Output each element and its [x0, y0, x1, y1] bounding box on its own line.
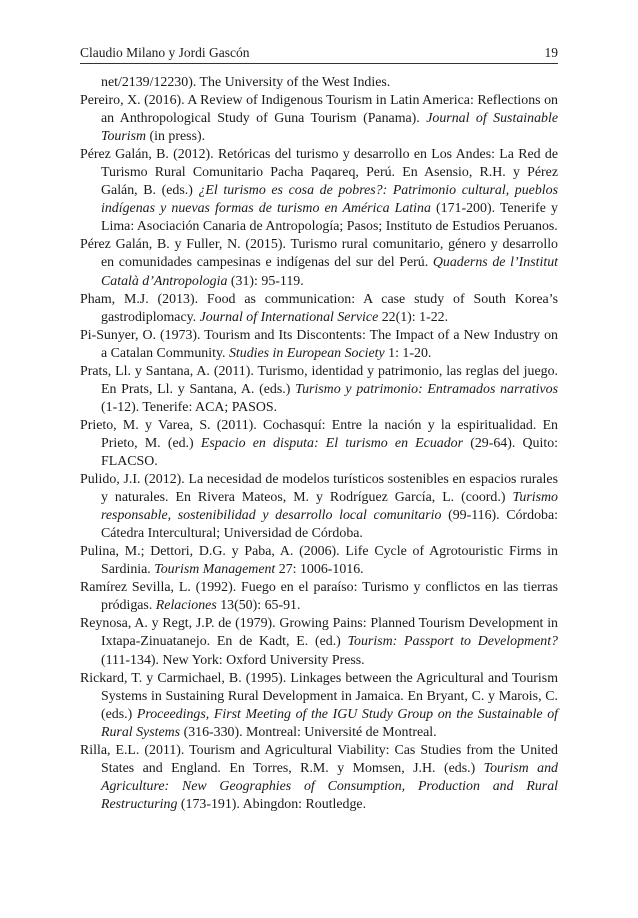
reference-entry	[80, 291, 558, 327]
reference-entry	[80, 615, 558, 669]
reference-text: Prieto, M. y Varea, S. (2011). Cochasquí: Entre la nación y la espiritualidad. En Prieto, M. (ed.)	[80, 417, 558, 451]
reference-title-italic: Turismo y patrimonio: Entramados narrativos	[295, 381, 558, 397]
reference-text: (173-191). Abingdon: Routledge.	[177, 796, 367, 812]
reference-entry	[80, 236, 558, 290]
running-header	[80, 43, 558, 63]
reference-text: 13(50): 65-91.	[216, 598, 301, 614]
reference-text: (1-12). Tenerife: ACA; PASOS.	[101, 399, 278, 415]
reference-title-italic: Proceedings, First Meeting of the IGU Study Group on the Sustainable of Rural Systems	[101, 706, 559, 740]
reference-text: Prats, Ll. y Santana, A. (2011). Turismo, identidad y patrimonio, las reglas del juego. En Prats, Ll. y Santana, A. (eds.)	[80, 363, 558, 397]
reference-text: Pérez Galán, B. y Fuller, N. (2015). Turismo rural comunitario, género y desarrollo en comunidades campesinas e indígenas del sur del Perú.	[80, 237, 558, 271]
reference-title-italic: Espacio en disputa: El turismo en Ecuador	[200, 435, 464, 451]
reference-list	[80, 74, 558, 814]
reference-entry	[80, 92, 558, 146]
reference-text: Pi-Sunyer, O. (1973). Tourism and Its Discontents: The Impact of a New Industry on a Catalan Community.	[80, 327, 558, 361]
reference-text: Pérez Galán, B. (2012). Retóricas del turismo y desarrollo en Los Andes: La Red de Turismo Rural Comunitario Pacha Paqareq, Perú. En Asensio, R.H. y Pérez Galán, B. (eds.)	[80, 147, 558, 199]
reference-text: Pulina, M.; Dettori, D.G. y Paba, A. (2006). Life Cycle of Agrotouristic Firms in Sardinia.	[80, 544, 558, 578]
reference-title-italic: ¿El turismo es cosa de pobres?: Patrimonio cultural, pueblos indígenas y nuevas formas de turismo en América Latina	[101, 183, 558, 217]
reference-text: Pulido, J.I. (2012). La necesidad de modelos turísticos sostenibles en espacios rurales y naturales. En Rivera Mateos, M. y Rodríguez García, L. (coord.)	[80, 472, 558, 506]
reference-text: 22(1): 1-22.	[378, 309, 449, 325]
reference-entry	[80, 327, 558, 363]
reference-entry	[80, 471, 558, 543]
reference-text: Ramírez Sevilla, L. (1992). Fuego en el paraíso: Turismo y conflictos en las tierras pródigas.	[80, 580, 558, 614]
reference-title-italic: Tourism: Passport to Development?	[347, 634, 559, 650]
reference-entry	[80, 417, 558, 471]
reference-title-italic: Journal of International Service	[199, 309, 379, 325]
reference-title-italic: Tourism Management	[154, 562, 276, 578]
reference-title-italic: Journal of Sustainable Tourism	[101, 111, 558, 145]
reference-text: 27: 1006-1016.	[275, 562, 364, 578]
reference-text: Reynosa, A. y Regt, J.P. de (1979). Growing Pains: Planned Tourism Development in Ixtapa-Zinuatanejo. En de Kadt, E. (ed.)	[80, 616, 558, 650]
reference-entry	[80, 363, 558, 417]
reference-entry	[80, 742, 558, 814]
reference-title-italic: Relaciones	[155, 598, 217, 614]
reference-title-italic: Turismo responsable, sostenibilidad y desarrollo local comunitario	[101, 490, 558, 524]
reference-text: Pham, M.J. (2013). Food as communication: A case study of South Korea’s gastrodiplomacy.	[80, 291, 558, 325]
page-number: 19	[544, 45, 558, 60]
reference-text: (99-116). Córdoba: Cátedra Intercultural; Universidad de Córdoba.	[101, 508, 558, 542]
reference-entry	[80, 579, 558, 615]
reference-text: (316-330). Montreal: Université de Montreal.	[180, 724, 437, 740]
running-header-authors: Claudio Milano y Jordi Gascón	[80, 45, 250, 60]
reference-text: Rickard, T. y Carmichael, B. (1995). Linkages between the Agricultural and Tourism Systems in Sustaining Rural Development in Jamaica. En Bryant, C. y Marois, C. (eds.)	[80, 670, 558, 722]
reference-entry	[80, 146, 558, 236]
reference-title-italic: Tourism and Agriculture: New Geographies of Consumption, Production and Rural Restructuring	[101, 760, 558, 812]
reference-text: 1: 1-20.	[384, 345, 432, 361]
reference-entry	[80, 670, 558, 742]
reference-text: Pereiro, X. (2016). A Review of Indigenous Tourism in Latin America: Reflections on an Anthropological Study of Guna Tourism (Panama).	[80, 93, 558, 127]
header-rule	[80, 63, 558, 64]
reference-text: (29-64). Quito: FLACSO.	[101, 435, 559, 469]
reference-text: (111-134). New York: Oxford University Press.	[101, 652, 365, 668]
reference-entry	[80, 543, 558, 579]
reference-title-italic: Quaderns de l’Institut Català d’Antropologia	[101, 255, 558, 289]
reference-text: Rilla, E.L. (2011). Tourism and Agricultural Viability: Cas Studies from the United States and England. En Torres, R.M. y Momsen, J.H. (eds.)	[80, 742, 558, 776]
reference-text: (31): 95-119.	[227, 273, 304, 289]
reference-text: (171-200). Tenerife y Lima: Asociación Canaria de Antropología; Pasos; Instituto de Estudios Peruanos.	[101, 201, 559, 235]
reference-text: (in press).	[146, 129, 206, 145]
reference-title-italic: Studies in European Society	[228, 345, 385, 361]
reference-continuation	[80, 74, 558, 92]
reference-text: net/2139/12230). The University of the West Indies.	[101, 75, 391, 90]
